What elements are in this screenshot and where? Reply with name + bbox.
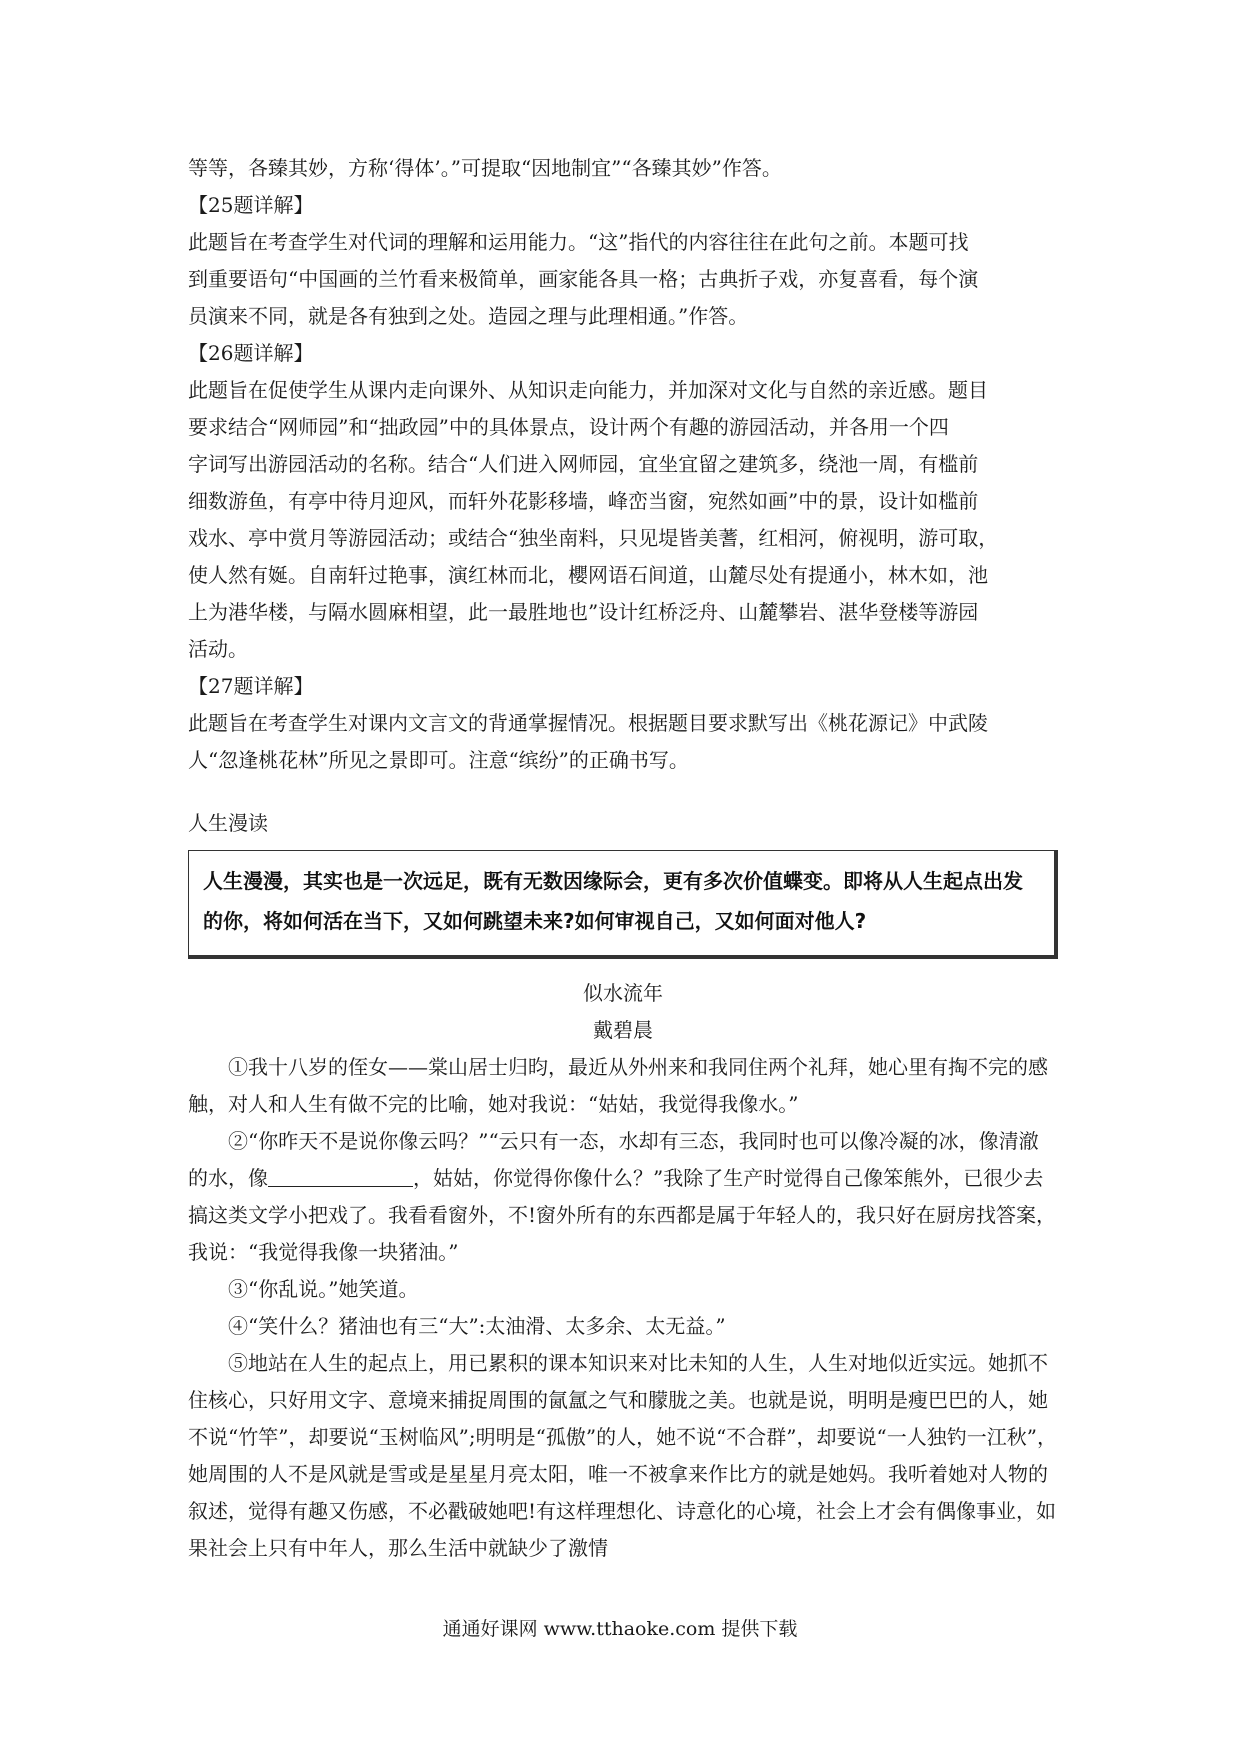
text-line: 细数游鱼，有亭中待月迎风，而轩外花影移墙，峰峦当窗，宛然如画”中的景，设计如槛前 xyxy=(188,489,979,513)
paragraph-3: ③“你乱说。”她笑道。 xyxy=(228,1277,419,1301)
text-line: 到重要语句“中国画的兰竹看来极简单，画家能各具一格；古典折子戏，亦复喜看，每个演 xyxy=(188,267,979,291)
text-line: 上为港华楼，与隔水圆麻相望，此一最胜地也”设计红桥泛舟、山麓攀岩、湛华登楼等游园 xyxy=(188,600,979,624)
article xyxy=(188,975,1058,1567)
section-title: 人生漫读 xyxy=(188,811,268,835)
paragraph-2-part-2: ，姑姑，你觉得你像什么？”我除了生产时觉得自己像笨熊外，已很少去搞这类文学小把戏了。我看看窗外，不!窗外所有的东西都是属于年轻人的，我只好在厨房找答案，我说：“我觉得我像一块猪油。” xyxy=(188,1166,1057,1264)
text-line: 活动。 xyxy=(188,637,248,661)
text-line: 要求结合“网师园”和“拙政园”中的具体景点，设计两个有趣的游园活动，并各用一个四 xyxy=(188,415,949,439)
paragraph-2-part-1: ②“你昨天不是说你像云吗？”“云只有一态，水却有三态，我同时也可以像冷凝的冰，像清澈的水，像 xyxy=(188,1129,1039,1190)
answer-explanations xyxy=(188,150,1058,779)
text-line: 此题旨在考查学生对代词的理解和运用能力。“这”指代的内容往往在此句之前。本题可找 xyxy=(188,230,969,254)
document-page xyxy=(188,150,1058,1567)
article-title: 似水流年 xyxy=(583,981,663,1005)
paragraph-5: ⑤地站在人生的起点上，用已累积的课本知识来对比未知的人生，人生对地似近实远。她抓不住核心，只好用文字、意境来捕捉周围的氤氲之气和朦胧之美。也就是说，明明是瘦巴巴的人，她不说“竹竿”，却要说“玉树临风”;明明是“孤傲”的人，她不说“不合群”，却要说“一人独钓一江秋”，她周围的人不是风就是雪或是星星月亮太阳，唯一不被拿来作比方的就是她妈。我听着她对人物的叙述，觉得有趣又伤感，不必戳破她吧!有这样理想化、诗意化的心境，社会上才会有偶像事业，如果社会上只有中年人，那么生活中就缺少了激情 xyxy=(188,1351,1057,1560)
page-footer: 通通好课网 www.tthaoke.com 提供下载 xyxy=(442,1618,798,1640)
intro-box-text: 人生漫漫，其实也是一次远足，既有无数因缘际会，更有多次价值蝶变。即将从人生起点出发的你，将如何活在当下，又如何跳望未来?如何审视自己，又如何面对他人? xyxy=(203,869,1023,933)
text-line: 员演来不同，就是各有独到之处。造园之理与此理相通。”作答。 xyxy=(188,304,749,328)
question-25-heading: 【25题详解】 xyxy=(188,193,314,217)
text-line: 此题旨在考查学生对课内文言文的背通掌握情况。根据题目要求默写出《桃花源记》中武陵 xyxy=(188,711,988,735)
text-line: 字词写出游园活动的名称。结合“人们进入网师园，宜坐宜留之建筑多，绕池一周，有槛前 xyxy=(188,452,979,476)
article-author: 戴碧晨 xyxy=(593,1018,653,1042)
intro-box xyxy=(188,850,1058,959)
question-26-heading: 【26题详解】 xyxy=(188,341,314,365)
paragraph-4: ④“笑什么？猪油也有三“大”:太油滑、太多余、太无益。” xyxy=(228,1314,726,1338)
text-line: 等等，各臻其妙，方称‘得体’。”可提取“因地制宜”“各臻其妙”作答。 xyxy=(188,156,782,180)
text-line: 戏水、亭中赏月等游园活动；或结合“独坐南料，只见堤皆美蓍，红相河，俯视明，游可取， xyxy=(188,526,999,550)
text-line: 人“忽逢桃花林”所见之景即可。注意“缤纷”的正确书写。 xyxy=(188,748,689,772)
fill-in-blank[interactable] xyxy=(268,1164,413,1187)
paragraph-2 xyxy=(188,1123,1058,1271)
question-27-heading: 【27题详解】 xyxy=(188,674,314,698)
text-line: 此题旨在促使学生从课内走向课外、从知识走向能力，并加深对文化与自然的亲近感。题目 xyxy=(188,378,988,402)
paragraph-1: ①我十八岁的侄女——棠山居士归昀，最近从外州来和我同住两个礼拜，她心里有掏不完的感触，对人和人生有做不完的比喻，她对我说：“姑姑，我觉得我像水。” xyxy=(188,1055,1048,1116)
text-line: 使人然有娫。自南轩过艳事，演红林而北，櫻网语石间道，山麓尽处有提通小，林木如，池 xyxy=(188,563,988,587)
